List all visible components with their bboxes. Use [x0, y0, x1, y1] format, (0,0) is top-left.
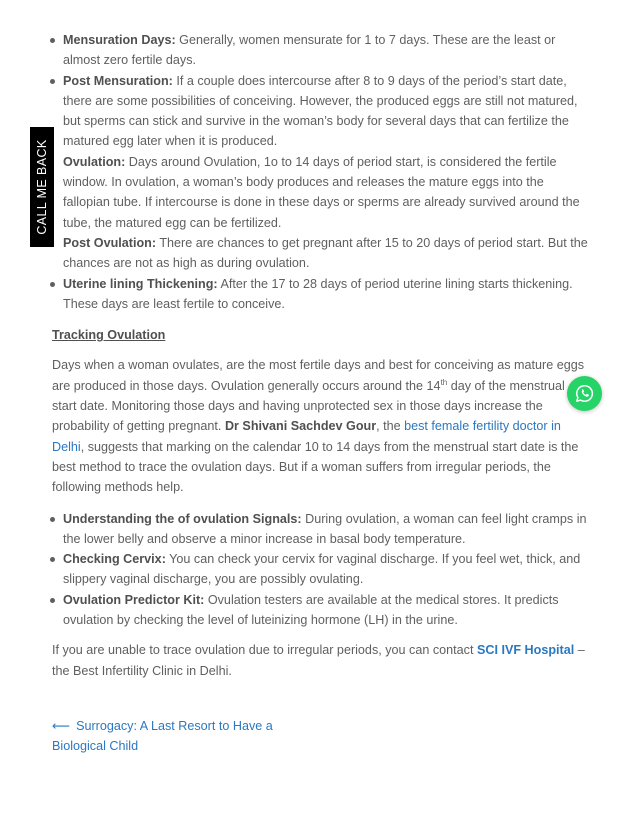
ovulation-methods-list	[52, 509, 592, 631]
list-item-term: Uterine lining Thickening:	[63, 276, 218, 291]
section-heading: Tracking Ovulation	[52, 328, 166, 343]
list-item	[52, 274, 592, 315]
paragraph-text: , suggests that marking on the calendar 10 to 14 days from the menstrual start date is the best method to trace the ovulation days. But if a woman suffers from irregular periods, the following methods help.	[52, 439, 579, 495]
call-me-back-label: CALL ME BACK	[34, 139, 49, 235]
hospital-link[interactable]: SCI IVF Hospital	[476, 643, 575, 658]
list-item-text: Ovulation testers are available at the medical stores. It predicts ovulation by checking the level of luteinizing hormone (LH) in the urine.	[63, 592, 559, 628]
list-item	[52, 71, 592, 152]
call-me-back-button[interactable]	[30, 127, 54, 247]
list-item-term: Post Ovulation:	[63, 235, 157, 250]
superscript: th	[440, 377, 448, 387]
list-item-term: Ovulation:	[63, 154, 126, 169]
list-item-text: During ovulation, a woman can feel light cramps in the lower belly and observe a minor increase in basal body temperature.	[63, 511, 587, 546]
previous-post-link[interactable]	[52, 716, 322, 757]
list-item-text: Days around Ovulation, 1o to 14 days of period start, is considered the fertile window. In ovulation, a woman’s body produces and releases the mature eggs into the fallopian tube. If intercourse is done in these days or sperms are already survived around the tube, the matured egg can be fertilized.	[63, 154, 580, 230]
list-item	[52, 549, 592, 590]
list-item-text: After the 17 to 28 days of period uterine lining starts thickening. These days are least fertile to conceive.	[63, 276, 573, 311]
paragraph-text: Days when a woman ovulates, are the most fertile days and best for conceiving as mature eggs are produced in those days. Ovulation generally occurs around the 14	[52, 358, 585, 393]
list-item-term: Ovulation Predictor Kit:	[63, 592, 205, 607]
arrow-left-icon: ⟵	[52, 719, 71, 733]
article-content	[52, 30, 592, 691]
list-item-term: Mensuration Days:	[63, 33, 176, 47]
closing-paragraph	[52, 640, 592, 681]
list-item	[52, 233, 592, 274]
list-item	[52, 152, 592, 233]
doctor-link[interactable]: best female fertility doctor in Delhi	[52, 419, 561, 454]
paragraph-text: If you are unable to trace ovulation due to irregular periods, you can contact	[52, 643, 477, 658]
paragraph-text: day of the menstrual start date. Monitoring those days and having unprotected sex in those days increase the probability of getting pregnant.	[52, 378, 565, 434]
list-item	[52, 509, 592, 550]
list-item-text: If a couple does intercourse after 8 to 9 days of the period’s start date, there are some possibilities of conceiving. However, the produced eggs are still not matured, but sperms can stick and survive in the woman’s body for several days that can fertilize the matured egg later when it is produced.	[63, 73, 578, 149]
tracking-paragraph	[52, 355, 592, 497]
doctor-name: Dr Shivani Sachdev Gour	[224, 419, 377, 434]
previous-post-title[interactable]: Surrogacy: A Last Resort to Have a Biological Child	[52, 719, 273, 754]
whatsapp-icon	[575, 384, 594, 403]
list-item	[52, 590, 592, 631]
list-item-term: Checking Cervix:	[63, 552, 166, 567]
paragraph-text: – the Best Infertility Clinic in Delhi.	[52, 643, 585, 678]
list-item-text: You can check your cervix for vaginal discharge. If you feel wet, thick, and slippery vaginal discharge, you are possibly ovulating.	[63, 552, 581, 587]
paragraph-text: , the	[376, 419, 405, 434]
list-item-text: There are chances to get pregnant after 15 to 20 days of period start. But the chances are not as high as during ovulation.	[63, 235, 588, 271]
list-item	[52, 30, 592, 71]
fertility-phases-list	[52, 30, 592, 314]
list-item-text: Generally, women mensurate for 1 to 7 days. These are the least or almost zero fertile days.	[63, 33, 556, 68]
list-item-term: Understanding the of ovulation Signals:	[63, 511, 302, 526]
list-item-term: Post Mensuration:	[63, 73, 173, 88]
whatsapp-button[interactable]	[567, 376, 602, 411]
